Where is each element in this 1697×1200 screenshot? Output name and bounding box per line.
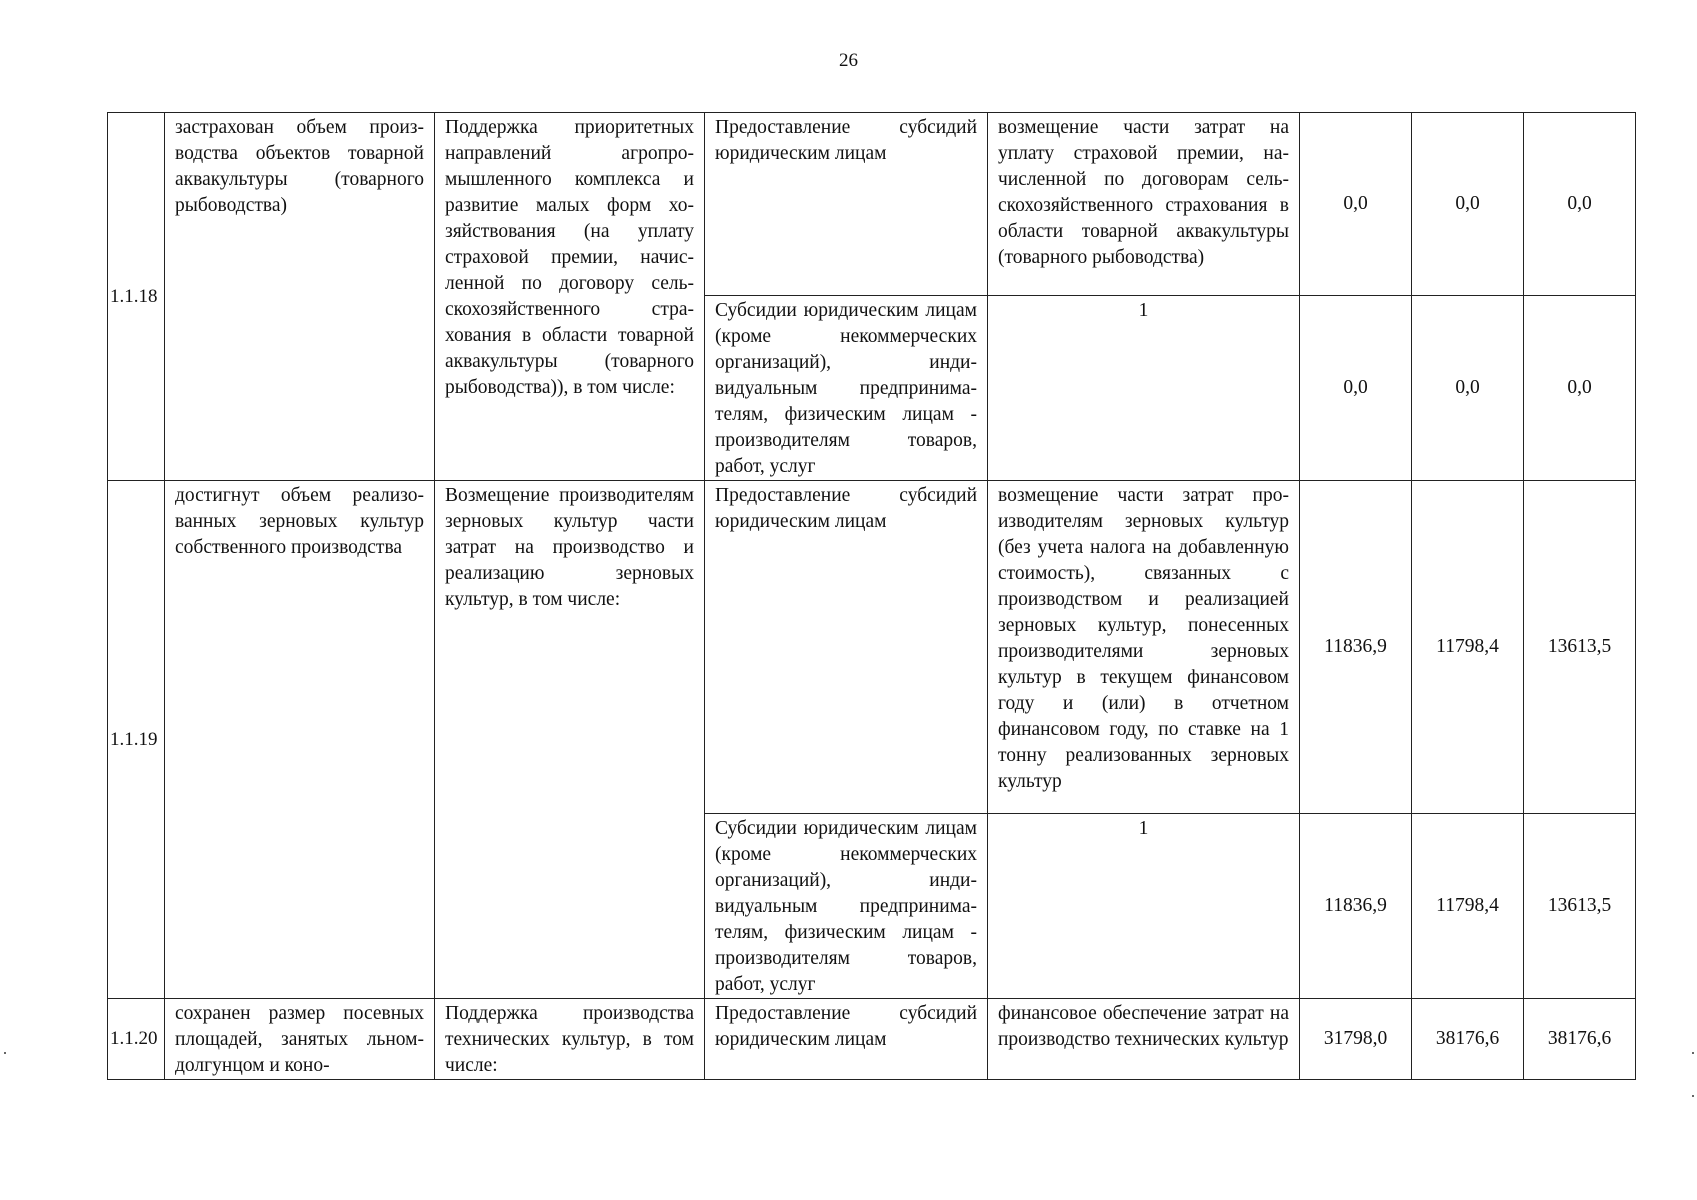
value-year-3: 13613,5 bbox=[1524, 481, 1636, 814]
row-number: 1.1.19 bbox=[108, 481, 165, 999]
measure-cell: Поддержка приоритетных направлений агропромышленного комплекса и развитие малых форм хозяйствования (на уплату страховой премии, начисленной по договору сельскохозяйственного страхования в области товарной аквакультуры (товарного рыбоводства)), в том числе: bbox=[435, 113, 705, 481]
result-cell: достигнут объем реализованных зерновых культур собственного производства bbox=[165, 481, 435, 999]
value-year-1: 0,0 bbox=[1300, 113, 1412, 296]
scan-speck bbox=[4, 1052, 6, 1054]
table-row bbox=[108, 999, 1636, 1080]
measure-cell: Возмещение производителям зерновых культур части затрат на производство и реализацию зерновых культур, в том числе: bbox=[435, 481, 705, 999]
form-cell: Предоставление субсидий юридическим лицам bbox=[705, 113, 988, 296]
value-year-3: 38176,6 bbox=[1524, 999, 1636, 1080]
value-year-3: 13613,5 bbox=[1524, 814, 1636, 999]
table-row bbox=[108, 113, 1636, 296]
form-cell: Субсидии юридическим лицам (кроме некоммерческих организаций), индивидуальным предпринимателям, физическим лицам - производителям товаров, работ, услуг bbox=[705, 814, 988, 999]
value-year-2: 11798,4 bbox=[1412, 814, 1524, 999]
value-year-2: 0,0 bbox=[1412, 296, 1524, 481]
value-year-1: 11836,9 bbox=[1300, 814, 1412, 999]
subsidy-table bbox=[107, 112, 1636, 1080]
row-number: 1.1.20 bbox=[108, 999, 165, 1080]
page-number: 26 bbox=[839, 50, 858, 71]
value-year-3: 0,0 bbox=[1524, 113, 1636, 296]
row-number: 1.1.18 bbox=[108, 113, 165, 481]
result-cell: сохранен размер посевных площадей, занятых льном-долгунцом и коно- bbox=[165, 999, 435, 1080]
value-year-1: 11836,9 bbox=[1300, 481, 1412, 814]
value-year-3: 0,0 bbox=[1524, 296, 1636, 481]
purpose-cell: возмещение части затрат на уплату страховой премии, начисленной по договорам сельскохозяйственного страхования в области товарной аквакультуры (товарного рыбоводства) bbox=[988, 113, 1300, 296]
result-cell: застрахован объем производства объектов товарной аквакультуры (товарного рыбоводства) bbox=[165, 113, 435, 481]
scan-speck bbox=[1692, 1052, 1694, 1054]
form-cell: Предоставление субсидий юридическим лицам bbox=[705, 999, 988, 1080]
table-row bbox=[108, 481, 1636, 814]
measure-cell: Поддержка производства технических культур, в том числе: bbox=[435, 999, 705, 1080]
value-year-2: 38176,6 bbox=[1412, 999, 1524, 1080]
purpose-cell: возмещение части затрат производителям зерновых культур (без учета налога на добавленную стоимость), связанных с производством и реализацией зерновых культур, понесенных производителями зерновых культур в текущем финансовом году и (или) в отчетном финансовом году, по ставке на 1 тонну реализованных зерновых культур bbox=[988, 481, 1300, 814]
form-cell: Предоставление субсидий юридическим лицам bbox=[705, 481, 988, 814]
value-year-2: 11798,4 bbox=[1412, 481, 1524, 814]
value-year-1: 0,0 bbox=[1300, 296, 1412, 481]
purpose-cell: 1 bbox=[988, 296, 1300, 481]
form-cell: Субсидии юридическим лицам (кроме некоммерческих организаций), индивидуальным предпринимателям, физическим лицам - производителям товаров, работ, услуг bbox=[705, 296, 988, 481]
scan-speck bbox=[1692, 1095, 1694, 1097]
value-year-2: 0,0 bbox=[1412, 113, 1524, 296]
value-year-1: 31798,0 bbox=[1300, 999, 1412, 1080]
purpose-cell: 1 bbox=[988, 814, 1300, 999]
purpose-cell: финансовое обеспечение затрат на производство технических культур bbox=[988, 999, 1300, 1080]
